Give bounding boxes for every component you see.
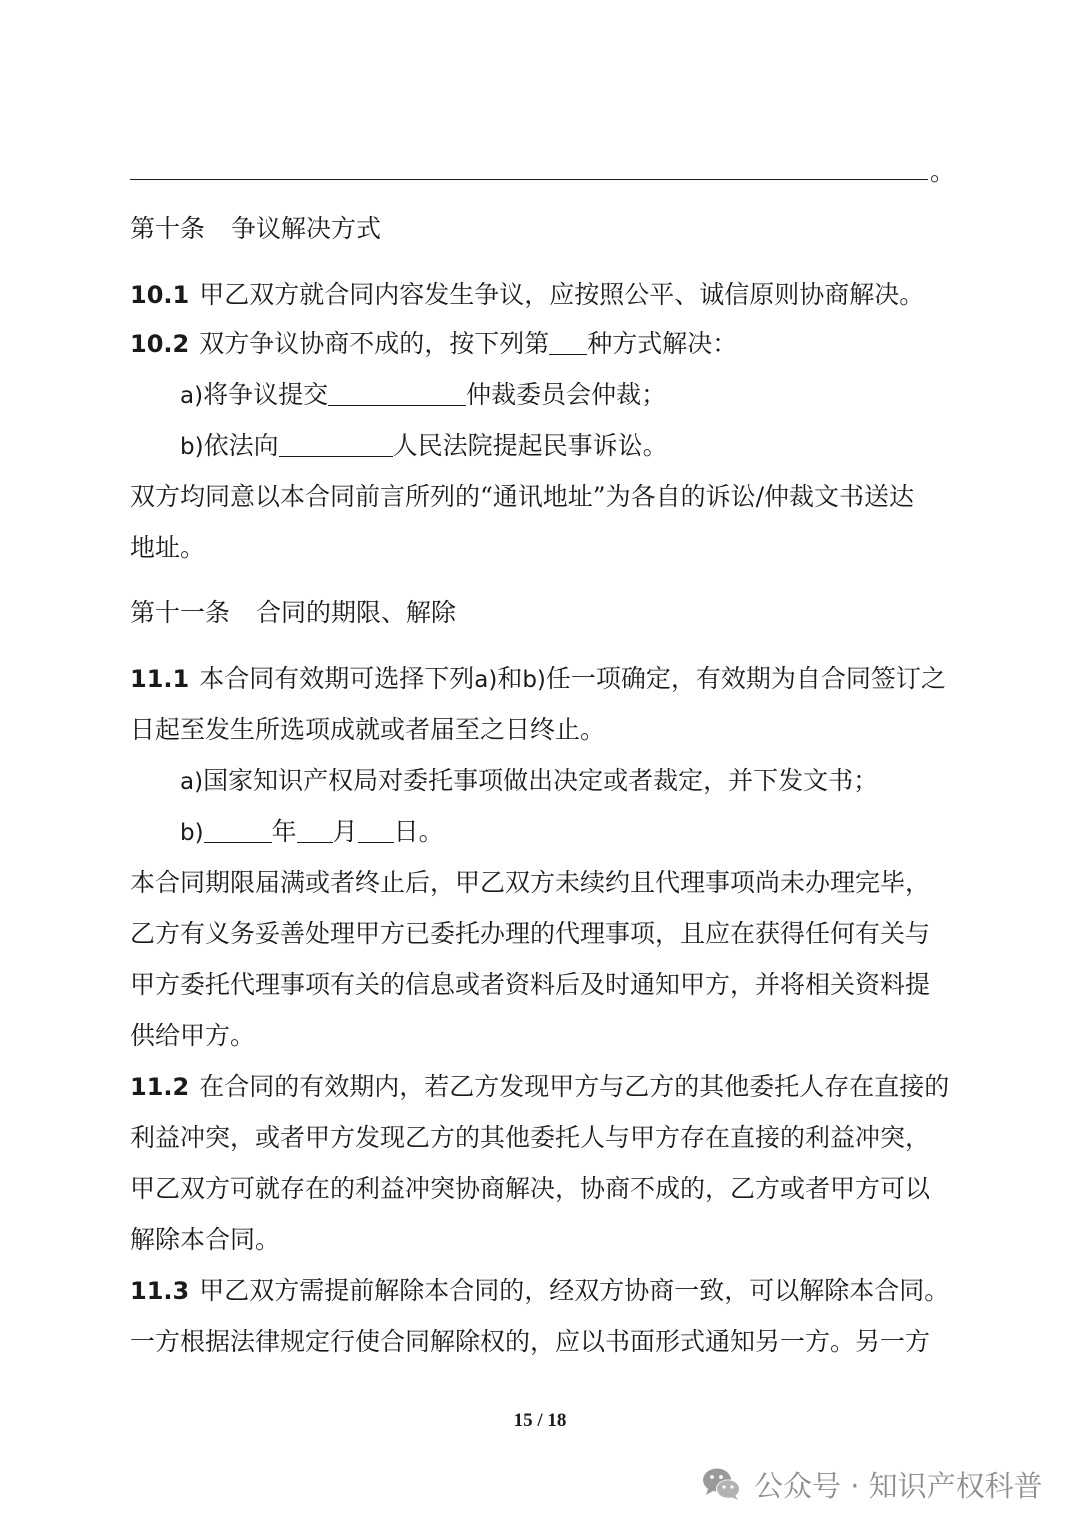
clause-11-3-line-2: 一方根据法律规定行使合同解除权的，应以书面形式通知另一方。另一方: [130, 1327, 931, 1356]
wechat-icon: [700, 1462, 744, 1506]
option-a-arbitration: a)将争议提交 仲裁委员会仲裁；: [180, 380, 667, 409]
clause-11-2-line-2: 利益冲突，或者甲方发现乙方的其他委托人与甲方存在直接的利益冲突，: [130, 1123, 931, 1152]
clause-11-3-line-1: 11.3 甲乙双方需提前解除本合同的，经双方协商一致，可以解除本合同。: [130, 1276, 950, 1305]
article-10-heading: [130, 212, 960, 246]
expiry-line-3: 甲方委托代理事项有关的信息或者资料后及时通知甲方，并将相关资料提: [130, 970, 931, 999]
service-address-line-2: 地址。: [130, 533, 206, 562]
clause-11-2-line-3: 甲乙双方可就存在的利益冲突协商解决，协商不成的，乙方或者甲方可以: [130, 1174, 931, 1203]
clause-number: 10.1: [130, 281, 190, 309]
clause-10-1: [130, 278, 960, 312]
service-address-line-1: 双方均同意以本合同前言所列的“通讯地址”为各自的诉讼/仲裁文书送达: [130, 482, 914, 511]
blank-month[interactable]: [297, 816, 333, 843]
watermark-text: 公众号 · 知识产权科普: [754, 1468, 1043, 1503]
watermark: [700, 1458, 1043, 1510]
article-number: 第十一条: [130, 598, 231, 627]
clause-11-2-line-4: 解除本合同。: [130, 1225, 281, 1254]
clause-number: 11.2: [130, 1073, 190, 1101]
article-title: 合同的期限、解除: [256, 598, 457, 627]
article-title: 争议解决方式: [231, 214, 382, 243]
expiry-line-4: 供给甲方。: [130, 1021, 256, 1050]
page-number: 15 / 18: [513, 1410, 567, 1431]
option-b-date: b) 年 月 日。: [180, 817, 444, 846]
blank-year[interactable]: [204, 816, 272, 843]
blank-day[interactable]: [358, 816, 394, 843]
clause-11-2-line-1: 11.2 在合同的有效期内，若乙方发现甲方与乙方的其他委托人存在直接的: [130, 1072, 950, 1101]
article-number: 第十条: [130, 214, 206, 243]
clause-number: 11.3: [130, 1277, 190, 1305]
blank-court[interactable]: [279, 430, 393, 457]
clause-10-2: 10.2 双方争议协商不成的，按下列第 种方式解决：: [130, 329, 738, 358]
clause-11-1-line-1: 11.1 本合同有效期可选择下列a)和b)任一项确定，有效期为自合同签订之: [130, 664, 946, 693]
clause-number: 10.2: [130, 330, 190, 358]
fill-in-line: [130, 179, 928, 180]
clause-text: 甲乙双方就合同内容发生争议，应按照公平、诚信原则协商解决。: [199, 280, 925, 309]
blank-option-number[interactable]: [549, 328, 587, 355]
clause-number: 11.1: [130, 665, 190, 693]
clause-11-1-line-2: 日起至发生所选项成就或者届至之日终止。: [130, 715, 606, 744]
expiry-line-1: 本合同期限届满或者终止后，甲乙双方未续约且代理事项尚未办理完毕，: [130, 868, 931, 897]
option-b-litigation: b)依法向 人民法院提起民事诉讼。: [180, 431, 668, 460]
option-a-decision: a)国家知识产权局对委托事项做出决定或者裁定，并下发文书；: [180, 766, 879, 795]
expiry-line-2: 乙方有义务妥善处理甲方已委托办理的代理事项，且应在获得任何有关与: [130, 919, 931, 948]
period: 。: [930, 157, 956, 186]
blank-arbitration-commission[interactable]: [328, 379, 466, 406]
article-11-heading: [130, 596, 960, 630]
